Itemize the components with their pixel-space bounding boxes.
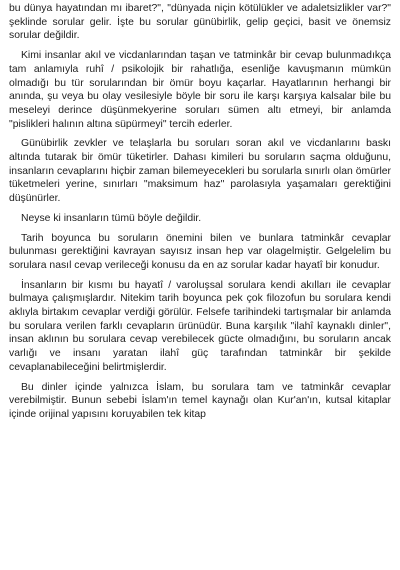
paragraph-4: Neyse ki insanların tümü böyle değildir. [21,212,202,224]
paragraph-2: Kimi insanlar akıl ve vicdanlarından taşan ve tatminkâr bir cevap bulunmadıkça tam anlamıyla ruhî / psikolojik bir rahatlığa, esenliğe kavuşmanın mümkün olmadığı bu tür sorularından bir ömür boyu kaçarlar. Hayatlarının herhangi bir anında, şu veya bu olay vesilesiyle böyle bir soru ile karşı karşıya kalsalar bile bu meseleyi derince düşünmekyerine soruları sümen altı etmeyi, bir anlamda "pislikleri halının altına süpürmeyi" tercih ederler. [9,50,391,130]
paragraph-5: Tarih boyunca bu soruların önemini bilen ve bunlara tatminkâr cevaplar bulunması gerektiğini kavrayan sayısız insan hep var olagelmiştir. Gelgelelim bu sorulara nasıl cevap verileceği konusu da en az sorular kadar hayatî bir konudur. [9,232,391,271]
paragraph-6: İnsanların bir kısmı bu hayatî / varoluşsal sorulara kendi akılları ile cevaplar bulmaya çalışmışlardır. Nitekim tarih boyunca pek çok filozofun bu sorulara kendi aklıyla birtakım cevaplar verdiği görülür. Felsefe tarihindeki tartışmalar bir anlamda bu sorulara verilen farklı cevapların ürünüdür. Buna karşılık "ilahî kaynaklı dinler", insan aklının bu sorulara cevap verebilecek gücte olmadığını, bu soruların ancak varlığı ve insanı yaratan ilahî güç tarafından tatminkâr bir şekilde cevaplanabileceğini belirtmişlerdir. [9,279,391,373]
paragraph-7: Bu dinler içinde yalnızca İslam, bu sorulara tam ve tatminkâr cevaplar verebilmiştir. Bunun sebebi İslam'ın temel kaynağı olan Kur'an'ın, kutsal kitaplar içinde orijinal yapısını koruyabilen tek kitap [9,381,391,420]
paragraph-3: Günübirlik zevkler ve telaşlarla bu soruları soran akıl ve vicdanlarını baskı altında tutarak bir ömür tüketirler. Dahası kimileri bu soruların saçma olduğunu, insanların cevaplarını hiçbir zaman bilemeyecekleri bu sorularla sınırlı olan ömürler tüketmeleri yerine, sınırları "maksimum haz" parolasıyla yaşamaları gerektiğini düşünürler. [9,138,391,205]
paragraph-1: bu dünya hayatından mı ibaret?", "dünyada niçin kötülükler ve adaletsizlikler var?" şeklinde sorular gelir. İşte bu sorular günübirlik, gelip geçici, basit ve önemsiz sorular değildir. [9,3,391,42]
